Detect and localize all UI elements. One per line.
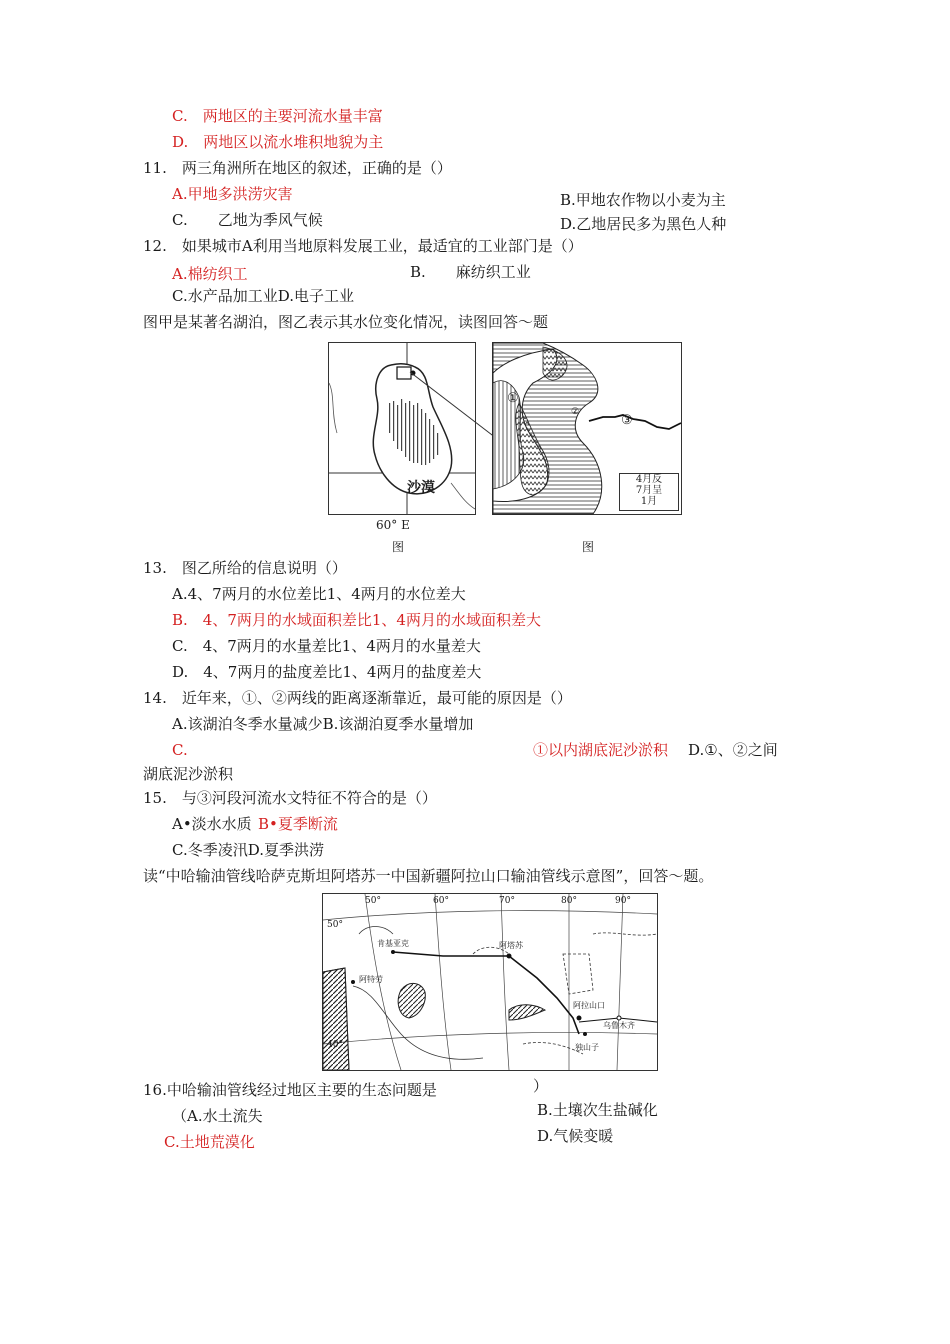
marker-2: ② — [571, 407, 580, 417]
q10-option-d: D. 两地区以流水堆积地貌为主 — [172, 133, 384, 151]
legend-line-2: 7月呈 — [635, 485, 663, 496]
lon-70-label: 70° — [499, 896, 515, 906]
q11-option-d: D.乙地居民多为黑色人种 — [560, 215, 727, 233]
q15-option-b: B•夏季断流 — [258, 815, 338, 833]
q16-option-b: B.土壤次生盐碱化 — [537, 1101, 658, 1119]
q15-option-a: A•淡水水质 — [172, 815, 252, 833]
legend-box — [619, 473, 679, 511]
q13-stem: 13. 图乙所给的信息说明（） — [143, 559, 347, 577]
city-urumqi: 乌鲁木齐 — [603, 1021, 635, 1030]
q16-option-c: C.土地荒漠化 — [164, 1133, 255, 1151]
q15-option-cd: C.冬季凌汛D.夏季洪涝 — [172, 841, 324, 859]
pipeline-map-figure — [322, 893, 658, 1071]
q13-option-a: A.4、7两月的水位差比1、4两月的水位差大 — [172, 585, 466, 603]
q14-option-ab: A.该湖泊冬季水量减少B.该湖泊夏季水量增加 — [172, 715, 474, 733]
q13-option-d: D. 4、7两月的盐度差比1、4两月的盐度差大 — [172, 663, 482, 681]
legend-line-1: 4月反 — [635, 474, 663, 485]
lon-90-label: 90° — [615, 896, 631, 906]
q12-stem: 12. 如果城市A利用当地原料发展工业，最适宜的工业部门是（） — [143, 237, 583, 255]
q16-option-a: （A.水土流失 — [172, 1107, 263, 1125]
lat-50-label: 50° — [327, 920, 343, 930]
q11-option-b: B.甲地农作物以小麦为主 — [560, 191, 726, 209]
figure1-intro: 图甲是某著名湖泊，图乙表示其水位变化情况，读图回答～题 — [143, 313, 549, 331]
q10-option-c: C. 两地区的主要河流水量丰富 — [172, 107, 383, 125]
q12-option-a: A.棉纺织工 — [172, 265, 248, 283]
legend-line-3: 1月 — [640, 496, 658, 507]
q12-option-b: B. 麻纺织工业 — [410, 263, 531, 281]
figure-caption-left: 图 — [392, 540, 405, 554]
figure-caption-right: 图 — [582, 540, 595, 554]
q14-option-c-text: ①以内湖底泥沙淤积 — [533, 741, 669, 759]
lon-80-label: 80° — [561, 896, 577, 906]
city-kenkiyak: 肯基亚克 — [377, 939, 409, 948]
q14-option-c-label: C. — [172, 741, 188, 759]
q14-option-d-continued: 湖底泥沙淤积 — [143, 765, 234, 783]
q14-option-d: D.①、②之间 — [688, 741, 778, 759]
lon-60-label: 60° — [433, 896, 449, 906]
q11-stem: 11. 两三角洲所在地区的叙述，正确的是（） — [143, 159, 452, 177]
q16-option-d: D.气候变暖 — [537, 1127, 614, 1145]
water-level-figure — [492, 342, 682, 515]
figure2-intro: 读“中哈输油管线哈萨克斯坦阿塔苏一中国新疆阿拉山口输油管线示意图”，回答～题。 — [143, 867, 714, 885]
desert-label: 沙漠 — [407, 480, 435, 496]
marker-3: ③ — [621, 413, 633, 428]
city-atyrau: 阿特劳 — [359, 975, 383, 984]
q13-option-c: C. 4、7两月的水量差比1、4两月的水量差大 — [172, 637, 481, 655]
lat-40-label: 40° — [327, 1040, 343, 1050]
q13-option-b: B. 4、7两月的水域面积差比1、4两月的水域面积差大 — [172, 611, 541, 629]
q11-option-a: A.甲地多洪涝灾害 — [172, 185, 293, 203]
q15-stem: 15. 与③河段河流水文特征不符合的是（） — [143, 789, 437, 807]
city-atasu: 阿塔苏 — [499, 941, 523, 950]
q16-stem: 16.中哈输油管线经过地区主要的生态问题是 — [143, 1081, 437, 1099]
q11-option-c: C. 乙地为季风气候 — [172, 211, 323, 229]
city-alashankou: 阿拉山口 — [573, 1001, 605, 1010]
longitude-label: 60° E — [376, 518, 410, 532]
city-dushanzi: 独山子 — [575, 1043, 599, 1052]
connector-line — [408, 366, 498, 446]
marker-1: ① — [507, 391, 519, 406]
q14-stem: 14. 近年来，①、②两线的距离逐渐靠近，最可能的原因是（） — [143, 689, 572, 707]
q16-paren-close: ） — [533, 1077, 549, 1095]
lon-50-label: 50° — [365, 896, 381, 906]
q12-option-cd: C.水产品加工业D.电子工业 — [172, 287, 354, 305]
